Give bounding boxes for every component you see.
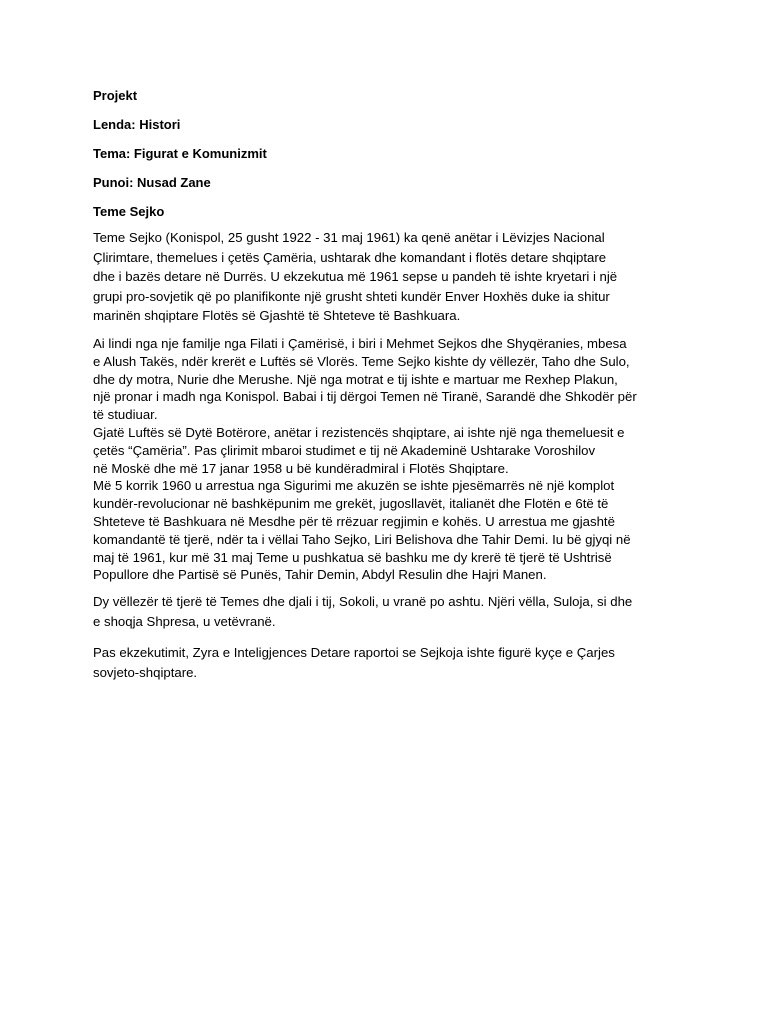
biography-paragraph — [93, 335, 678, 424]
text-line: maj të 1961, kur më 31 maj Teme u pushkatua së bashku me dy krerë të tjerë të Ushtrisë — [93, 549, 612, 565]
text-line: në Moskë dhe më 17 janar 1958 u bë kundëradmiral i Flotës Shqiptare. — [93, 460, 509, 476]
text-line: e shoqja Shpresa, u vetëvranë. — [93, 613, 276, 629]
text-line: Çlirimtare, themelues i çetës Çamëria, ushtarak dhe komandant i flotës detare shqiptare — [93, 249, 607, 265]
text-line: Shteteve të Bashkuara në Mesdhe për të rrëzuar regjimin e kohës. U arrestua me gjashtë — [93, 513, 615, 529]
war-paragraph — [93, 424, 678, 477]
text-line: Gjatë Luftës së Dytë Botërore, anëtar i rezistencës shqiptare, ai ishte një nga themeluesit e — [93, 424, 625, 440]
biography-block — [93, 335, 678, 584]
text-line: sovjeto-shqiptare. — [93, 664, 198, 680]
text-line: çetës “Çamëria”. Pas çlirimit mbaroi studimet e tij në Akademinë Ushtarake Voroshilov — [93, 442, 596, 458]
text-line: Popullore dhe Partisë së Punës, Tahir Demin, Abdyl Resulin dhe Hajri Manen. — [93, 567, 547, 583]
project-label: Projekt — [93, 88, 138, 103]
text-line: të studiuar. — [93, 407, 158, 423]
text-line: Teme Sejko (Konispol, 25 gusht 1922 - 31 maj 1961) ka qenë anëtar i Lëvizjes Nacional — [93, 230, 605, 245]
text-line: dhe dy motra, Nurie dhe Merushe. Një nga motrat e tij ishte e martuar me Rexhep Plakun, — [93, 371, 618, 387]
text-line: dhe i bazës detare në Durrës. U ekzekutua më 1961 sepse u pandeh të ishte kryetari i një — [93, 269, 618, 285]
section-title: Teme Sejko — [93, 204, 165, 219]
text-line: Dy vëllezër të tjerë të Temes dhe djali i tij, Sokoli, u vranë po ashtu. Njëri vëlla, Suloja, si dhe — [93, 594, 633, 610]
text-line: Pas ekzekutimit, Zyra e Inteligjences Detare raportoi se Sejkoja ishte figurë kyçe e Çarjes — [93, 645, 615, 661]
author-line: Punoi: Nusad Zane — [93, 175, 211, 190]
subject-line: Lenda: Histori — [93, 117, 181, 132]
arrest-paragraph — [93, 477, 678, 584]
intro-paragraph — [93, 228, 678, 326]
text-line: grupi pro-sovjetik që po planifikonte një grusht shteti kundër Enver Hoxhës duke ia shitur — [93, 288, 610, 304]
family-paragraph — [93, 592, 678, 631]
topic-line: Tema: Figurat e Komunizmit — [93, 146, 267, 161]
text-line: Më 5 korrik 1960 u arrestua nga Sigurimi me akuzën se ishte pjesëmarrës në një komplot — [93, 478, 615, 494]
text-line: marinën shqiptare Flotës së Gjashtë të Shteteve të Bashkuara. — [93, 308, 461, 324]
text-line: kundër-revolucionar në bashkëpunim me grekët, jugosllavët, italianët dhe Flotën e 6të të — [93, 496, 609, 512]
text-line: Ai lindi nga nje familje nga Filati i Çamërisë, i biri i Mehmet Sejkos dhe Shyqëranies, mbesa — [93, 335, 627, 351]
aftermath-paragraph — [93, 643, 678, 682]
text-line: një pronar i madh nga Konispol. Babai i tij dërgoi Temen në Tiranë, Sarandë dhe Shkodër për — [93, 389, 637, 405]
text-line: komandantë të tjerë, ndër ta i vëllai Taho Sejko, Liri Belishova dhe Tahir Demi. Iu bë gjyqi në — [93, 531, 631, 547]
text-line: e Alush Takës, ndër krerët e Luftës së Vlorës. Teme Sejko kishte dy vëllezër, Taho dhe Sulo, — [93, 353, 630, 369]
document-page — [93, 86, 678, 692]
